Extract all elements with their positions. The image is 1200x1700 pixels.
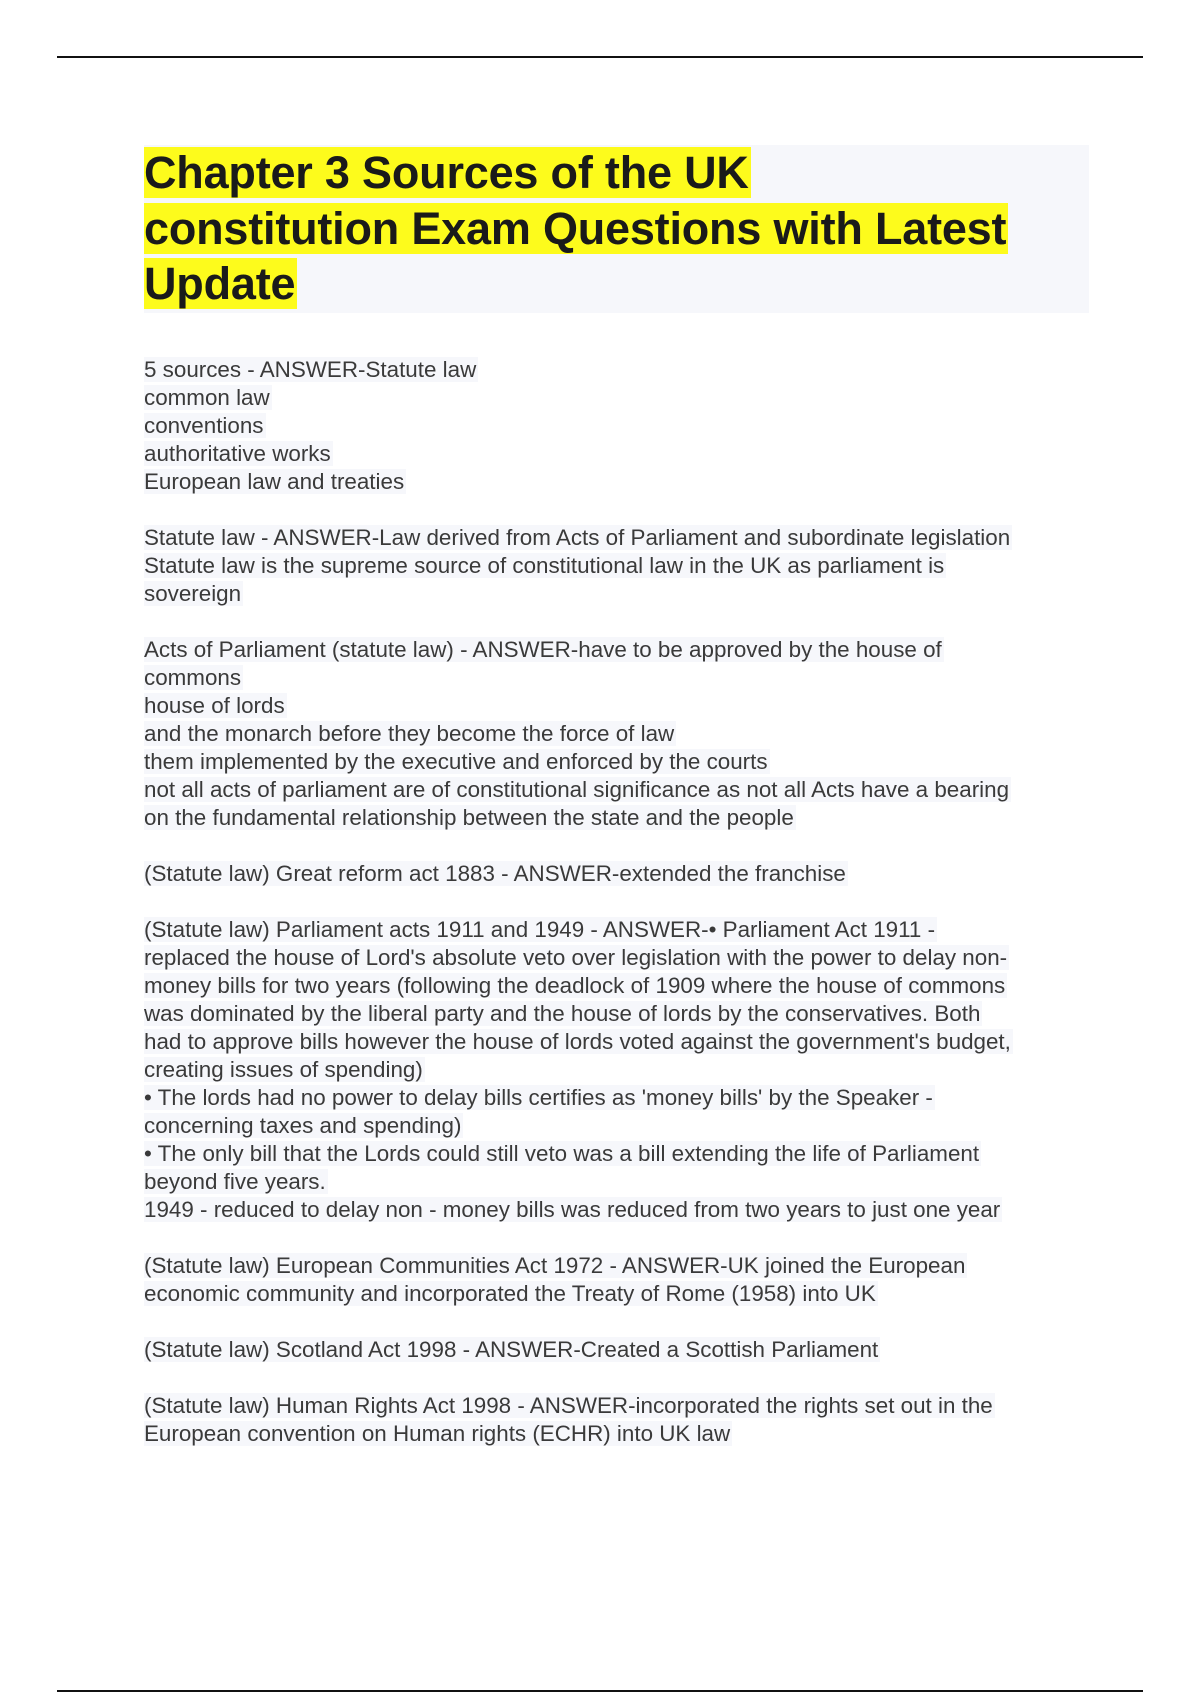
entry-line <box>144 748 1094 776</box>
title-line-2: constitution Exam Questions with Latest <box>144 202 1007 254</box>
entry-line <box>144 1028 1094 1056</box>
entry-line-text: 1949 - reduced to delay non - money bills was reduced from two years to just one year <box>144 1197 1001 1222</box>
entry-line-text: beyond five years. <box>144 1169 326 1194</box>
header-rule <box>57 56 1143 58</box>
entry-line-text: European convention on Human rights (ECHR) into UK law <box>144 1421 731 1446</box>
entry-line <box>144 1000 1094 1028</box>
entry-line <box>144 664 1094 692</box>
entry-line-text: • The lords had no power to delay bills certifies as 'money bills' by the Speaker - <box>144 1085 933 1110</box>
entry-line-text: common law <box>144 385 270 410</box>
entry-line <box>144 524 1094 552</box>
entry-line <box>144 1168 1094 1196</box>
entry-line <box>144 1140 1094 1168</box>
entry-line <box>144 552 1094 580</box>
entry-line <box>144 860 1094 888</box>
entry-line-text: Statute law is the supreme source of constitutional law in the UK as parliament is <box>144 553 945 578</box>
entry-line <box>144 356 1094 384</box>
entry-line <box>144 580 1094 608</box>
entry-line-text: economic community and incorporated the Treaty of Rome (1958) into UK <box>144 1281 876 1306</box>
question-list <box>144 356 1094 1476</box>
entry-line-text: and the monarch before they become the force of law <box>144 721 675 746</box>
entry-line <box>144 916 1094 944</box>
entry-line <box>144 384 1094 412</box>
entry-line <box>144 1392 1094 1420</box>
entry-line <box>144 776 1094 804</box>
title-line-1: Chapter 3 Sources of the UK <box>144 147 749 198</box>
entry-line-text: Statute law - ANSWER-Law derived from Acts of Parliament and subordinate legislation <box>144 525 1011 550</box>
entry-line <box>144 440 1094 468</box>
question-entry <box>144 860 1094 888</box>
entry-line <box>144 636 1094 664</box>
entry-line-text: sovereign <box>144 581 242 606</box>
entry-line-text: 5 sources - ANSWER-Statute law <box>144 357 477 382</box>
entry-line-text: Acts of Parliament (statute law) - ANSWER-have to be approved by the house of <box>144 637 942 662</box>
entry-line <box>144 804 1094 832</box>
entry-line <box>144 468 1094 496</box>
entry-line <box>144 1084 1094 1112</box>
entry-line <box>144 1196 1094 1224</box>
entry-line-text: (Statute law) Scotland Act 1998 - ANSWER-Created a Scottish Parliament <box>144 1337 879 1362</box>
question-entry <box>144 916 1094 1224</box>
entry-line-text: creating issues of spending) <box>144 1057 423 1082</box>
entry-line-text: concerning taxes and spending) <box>144 1113 462 1138</box>
question-entry <box>144 356 1094 496</box>
entry-line <box>144 1252 1094 1280</box>
entry-line-text: them implemented by the executive and enforced by the courts <box>144 749 768 774</box>
question-entry <box>144 1392 1094 1448</box>
entry-line <box>144 412 1094 440</box>
entry-line-text: not all acts of parliament are of constitutional significance as not all Acts have a bearing <box>144 777 1010 802</box>
entry-line <box>144 972 1094 1000</box>
entry-line-text: house of lords <box>144 693 285 718</box>
entry-line-text: money bills for two years (following the deadlock of 1909 where the house of commons <box>144 973 1006 998</box>
entry-line <box>144 944 1094 972</box>
entry-line-text: (Statute law) Great reform act 1883 - ANSWER-extended the franchise <box>144 861 846 886</box>
footer-rule <box>57 1690 1143 1692</box>
entry-line-text: authoritative works <box>144 441 331 466</box>
document-title <box>144 145 1089 312</box>
entry-line-text: • The only bill that the Lords could still veto was a bill extending the life of Parliament <box>144 1141 980 1166</box>
entry-line <box>144 720 1094 748</box>
entry-line <box>144 1056 1094 1084</box>
entry-line-text: (Statute law) European Communities Act 1972 - ANSWER-UK joined the European <box>144 1253 966 1278</box>
question-entry <box>144 1252 1094 1308</box>
entry-line-text: replaced the house of Lord's absolute veto over legislation with the power to delay non- <box>144 945 1008 970</box>
question-entry <box>144 524 1094 608</box>
question-entry <box>144 636 1094 832</box>
entry-line-text: (Statute law) Parliament acts 1911 and 1949 - ANSWER-• Parliament Act 1911 - <box>144 917 936 942</box>
title-block <box>144 145 1089 313</box>
entry-line <box>144 692 1094 720</box>
question-entry <box>144 1336 1094 1364</box>
entry-line-text: conventions <box>144 413 264 438</box>
title-line-3: Update <box>144 258 296 309</box>
entry-line-text: on the fundamental relationship between the state and the people <box>144 805 794 830</box>
entry-line <box>144 1336 1094 1364</box>
entry-line-text: was dominated by the liberal party and the house of lords by the conservatives. Both <box>144 1001 981 1026</box>
entry-line <box>144 1420 1094 1448</box>
entry-line-text: (Statute law) Human Rights Act 1998 - ANSWER-incorporated the rights set out in the <box>144 1393 993 1418</box>
entry-line-text: had to approve bills however the house of lords voted against the government's budget, <box>144 1029 1011 1054</box>
entry-line-text: European law and treaties <box>144 469 405 494</box>
entry-line <box>144 1280 1094 1308</box>
entry-line <box>144 1112 1094 1140</box>
entry-line-text: commons <box>144 665 242 690</box>
